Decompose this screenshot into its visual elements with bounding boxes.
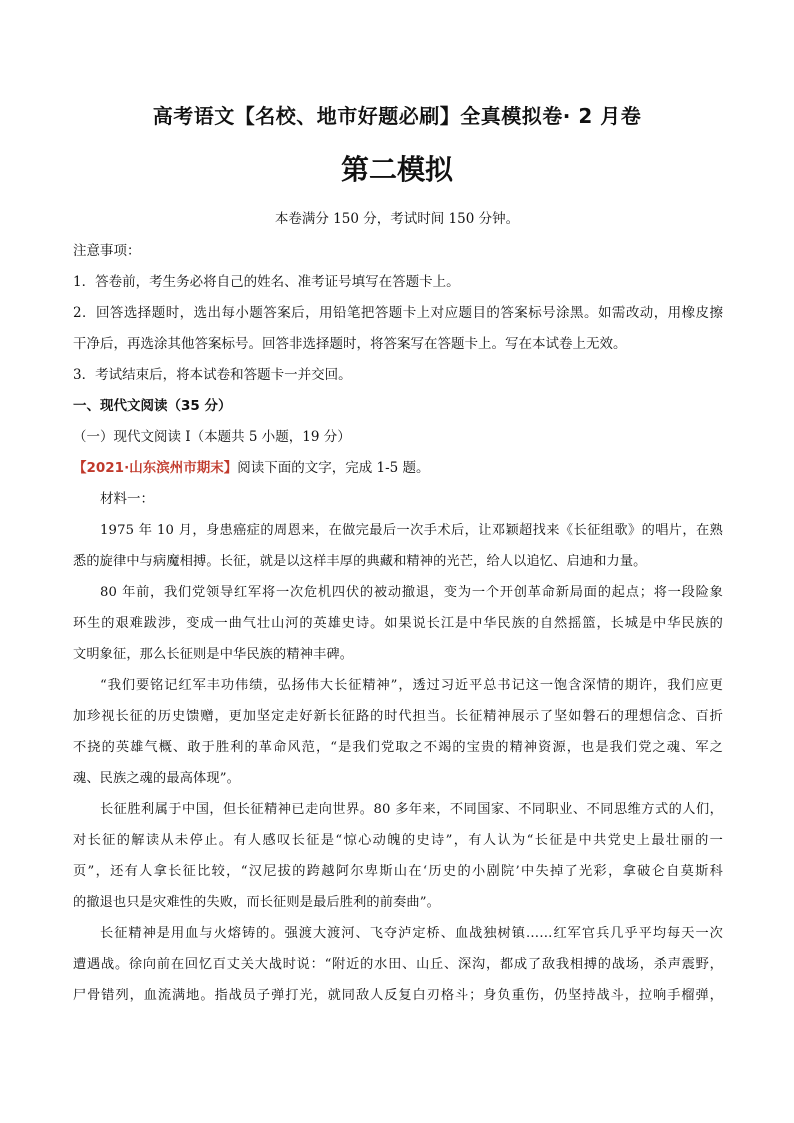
passage-line: 80 年前，我们党领导红军将一次危机四伏的被动撤退，变为一个开创革命新局面的起点；将一段险象 [100, 585, 723, 600]
notice-item-3: 3．考试结束后，将本试卷和答题卡一并交回。 [73, 367, 352, 383]
material-label: 材料一： [100, 491, 154, 507]
passage-line: 对长征的解读从未停止。有人感叹长征是“惊心动魄的史诗”，有人认为“长征是中共党史上最壮丽的一 [73, 833, 723, 848]
passage-line: 悉的旋律中与病魔相搏。长征，就是以这样丰厚的典藏和精神的光芒，给人以追忆、启迪和力量。 [73, 554, 647, 569]
exam-body [73, 236, 723, 1011]
passage-text [73, 515, 723, 1011]
passage-line: “我们要铭记红军丰功伟绩，弘扬伟大长征精神”，透过习近平总书记这一饱含深情的期许，我们应更 [100, 678, 723, 693]
passage-line: 环生的艰难跋涉，变成一曲气壮山河的英雄史诗。如果说长江是中华民族的自然摇篮，长城是中华民族的 [73, 616, 723, 631]
exam-header: 高考语文【名校、地市好题必刷】全真模拟卷· 2 月卷 [152, 104, 642, 128]
passage-line: 1975 年 10 月，身患癌症的周恩来，在做完最后一次手术后，让邓颖超找来《长征组歌》的唱片，在熟 [100, 523, 723, 538]
notice-item-2-line-1: 2．回答选择题时，选出每小题答案后，用铅笔把答题卡上对应题目的答案标号涂黑。如需改动，用橡皮擦 [73, 305, 723, 321]
exam-meta: 本卷满分 150 分，考试时间 150 分钟。 [274, 211, 520, 227]
subsection-heading: （一）现代文阅读 I（本题共 5 小题，19 分） [73, 429, 351, 445]
source-tag: 【2021·山东滨州市期末】 [73, 460, 238, 476]
passage-line: 页”，还有人拿长征比较，“汉尼拔的跨越阿尔卑斯山在‘历史的小剧院’中失掉了光彩，拿破仑自莫斯科 [73, 864, 723, 879]
passage-line: 尸骨错列，血流满地。指战员子弹打光，就同敌人反复白刃格斗；身负重伤，仍坚持战斗，拉响手榴弹， [73, 988, 723, 1003]
passage-line: 长征胜利属于中国，但长征精神已走向世界。80 多年来，不同国家、不同职业、不同思维方式的人们， [100, 802, 723, 817]
section-heading: 一、现代文阅读（35 分） [73, 398, 232, 414]
passage-line: 的撤退也只是灾难性的失败，而长征则是最后胜利的前奏曲”。 [73, 895, 441, 910]
page-title: 第二模拟 [340, 153, 453, 186]
question-intro [73, 453, 723, 484]
passage-line: 不挠的英雄气概、敢于胜利的革命风范，“是我们党取之不竭的宝贵的精神资源，也是我们党之魂、军之 [73, 740, 723, 755]
passage-line: 长征精神是用血与火熔铸的。强渡大渡河、飞夺泸定桥、血战独树镇……红军官兵几乎平均每天一次 [100, 926, 723, 941]
instruction-text: 阅读下面的文字，完成 1-5 题。 [237, 460, 430, 476]
notice-heading: 注意事项： [73, 243, 141, 259]
passage-line: 魂、民族之魂的最高体现”。 [73, 771, 240, 786]
passage-line: 遭遇战。徐向前在回忆百丈关大战时说：“附近的水田、山丘、深沟，都成了敌我相搏的战场，杀声震野， [73, 957, 723, 972]
notice-item-1: 1．答卷前，考生务必将自己的姓名、准考证号填写在答题卡上。 [73, 274, 460, 290]
passage-line: 文明象征，那么长征则是中华民族的精神丰碑。 [73, 647, 354, 662]
passage-line: 加珍视长征的历史馈赠，更加坚定走好新长征路的时代担当。长征精神展示了坚如磐石的理想信念、百折 [73, 709, 723, 724]
notice-item-2-line-2: 干净后，再选涂其他答案标号。回答非选择题时，将答案写在答题卡上。写在本试卷上无效。 [73, 336, 627, 352]
